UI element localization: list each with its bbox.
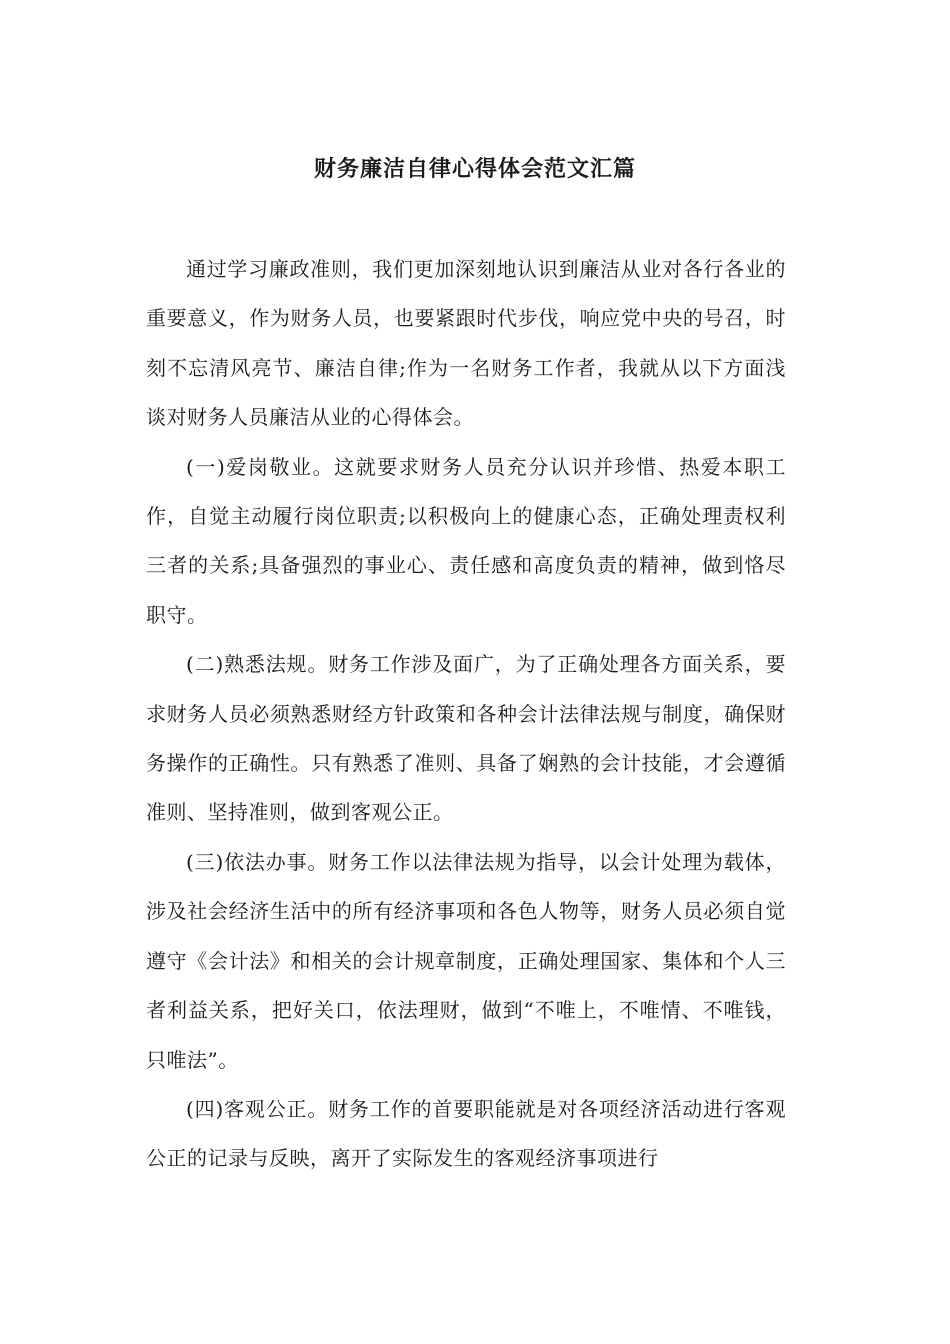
- paragraph-section-3: (三)依法办事。财务工作以法律法规为指导，以会计处理为载体，涉及社会经济生活中的所有经济事项和各色人物等，财务人员必须自觉遵守《会计法》和相关的会计规章制度，正确处理国家、集体和个人三者利益关系，把好关口，依法理财，做到“不唯上，不唯情、不唯钱，只唯法”。: [146, 849, 786, 1072]
- document-body: [146, 245, 786, 1184]
- document-title: 财务廉洁自律心得体会范文汇篇: [313, 157, 636, 182]
- paragraph-section-4: (四)客观公正。财务工作的首要职能就是对各项经济活动进行客观公正的记录与反映，离开了实际发生的客观经济事项进行: [146, 1096, 786, 1171]
- paragraph-section-1: (一)爱岗敬业。这就要求财务人员充分认识并珍惜、热爱本职工作，自觉主动履行岗位职责;以积极向上的健康心态，正确处理责权利三者的关系;具备强烈的事业心、责任感和高度负责的精神，做到恪尽职守。: [146, 454, 786, 627]
- paragraph-intro: 通过学习廉政准则，我们更加深刻地认识到廉洁从业对各行各业的重要意义，作为财务人员，也要紧跟时代步伐，响应党中央的号召，时刻不忘清风亮节、廉洁自律;作为一名财务工作者，我就从以下方面浅谈对财务人员廉洁从业的心得体会。: [146, 257, 786, 430]
- paragraph-section-2: (二)熟悉法规。财务工作涉及面广，为了正确处理各方面关系，要求财务人员必须熟悉财经方针政策和各种会计法律法规与制度，确保财务操作的正确性。只有熟悉了准则、具备了娴熟的会计技能，才会遵循准则、坚持准则，做到客观公正。: [146, 652, 786, 825]
